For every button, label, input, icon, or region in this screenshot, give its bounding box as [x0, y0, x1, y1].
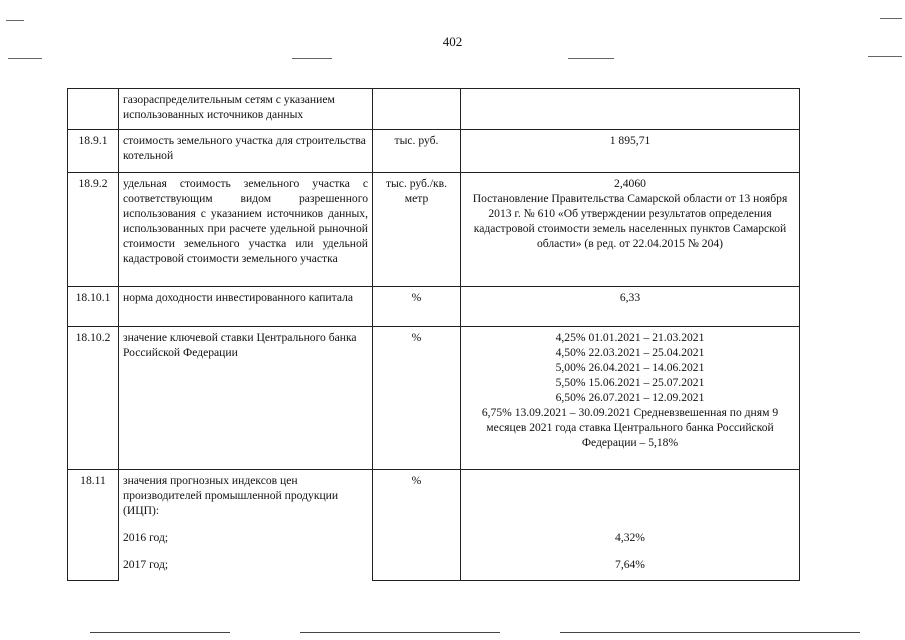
table-row: [68, 470, 800, 581]
value-line: 7,64%: [615, 558, 645, 571]
row-value: [461, 470, 800, 581]
row-number: 18.10.2: [68, 327, 119, 470]
row-description: [119, 470, 373, 581]
row-value: [461, 327, 800, 470]
row-number-text: 18.11: [80, 474, 106, 487]
row-number: [68, 470, 119, 581]
value-line: 2,4060: [614, 177, 646, 190]
value-line: 4,32%: [615, 531, 645, 544]
table-row: [68, 287, 800, 327]
value-line: Постановление Правительства Самарской области от 13 ноября 2013 г. № 610 «Об утверждении результатов определения кадастровой стоимости земель населенных пунктов Самарской области» (в ред. от 22.04.2015 № 204): [472, 192, 788, 250]
value-line: 5,50% 15.06.2021 – 25.07.2021: [555, 376, 705, 389]
scan-mark: [568, 58, 614, 59]
scan-mark: [6, 20, 24, 21]
scan-mark: [868, 56, 902, 57]
page-bottom-line: [90, 632, 230, 633]
row-value: [461, 173, 800, 287]
table-row: [68, 130, 800, 173]
row-description: значение ключевой ставки Центрального банка Российской Федерации: [119, 327, 373, 470]
row-number: 18.9.1: [68, 130, 119, 173]
value-line: 4,50% 22.03.2021 – 25.04.2021: [555, 346, 705, 359]
row-unit: %: [373, 287, 461, 327]
row-description: стоимость земельного участка для строительства котельной: [119, 130, 373, 173]
page-bottom-line: [300, 632, 500, 633]
row-unit: %: [373, 327, 461, 470]
row-unit: [373, 89, 461, 130]
row-description: удельная стоимость земельного участка с соответствующим видом разрешенного использования с указанием источников данных, использованных при расчете удельной рыночной стоимости земельного участка или удельной кадастровой стоимости земельного участка: [119, 173, 373, 287]
value-line: 5,00% 26.04.2021 – 14.06.2021: [555, 361, 705, 374]
year-label: 2016 год;: [123, 531, 169, 544]
row-number: 18.9.2: [68, 173, 119, 287]
row-unit: тыс. руб./кв. метр: [373, 173, 461, 287]
row-number: [68, 89, 119, 130]
scan-mark: [292, 58, 332, 59]
data-table: [67, 88, 800, 581]
row-number: 18.10.1: [68, 287, 119, 327]
row-unit: %: [373, 470, 461, 581]
table-row: [68, 327, 800, 470]
row-value: [461, 89, 800, 130]
page-number: 402: [442, 34, 463, 49]
value-spacer: [465, 473, 795, 518]
scan-mark: [880, 18, 902, 19]
table-row: [68, 173, 800, 287]
value-line: 1 895,71: [609, 134, 651, 147]
row-description: газораспределительным сетям с указанием использованных источников данных: [119, 89, 373, 130]
page-bottom-line: [560, 632, 860, 633]
table-row: [68, 89, 800, 130]
value-line: 6,75% 13.09.2021 – 30.09.2021 Средневзвешенная по дням 9 месяцев 2021 года ставка Центрального банка Российской Федерации – 5,18%: [481, 406, 779, 449]
row-description: норма доходности инвестированного капитала: [119, 287, 373, 327]
index-heading: значения прогнозных индексов цен производителей промышленной продукции (ИЦП):: [123, 474, 339, 517]
row-unit: тыс. руб.: [373, 130, 461, 173]
row-value: [461, 287, 800, 327]
value-line: 4,25% 01.01.2021 – 21.03.2021: [555, 331, 705, 344]
scan-mark: [8, 58, 42, 59]
value-line: 6,50% 26.07.2021 – 12.09.2021: [555, 391, 705, 404]
row-value: [461, 130, 800, 173]
year-label: 2017 год;: [123, 558, 169, 571]
value-line: 6,33: [619, 291, 641, 304]
